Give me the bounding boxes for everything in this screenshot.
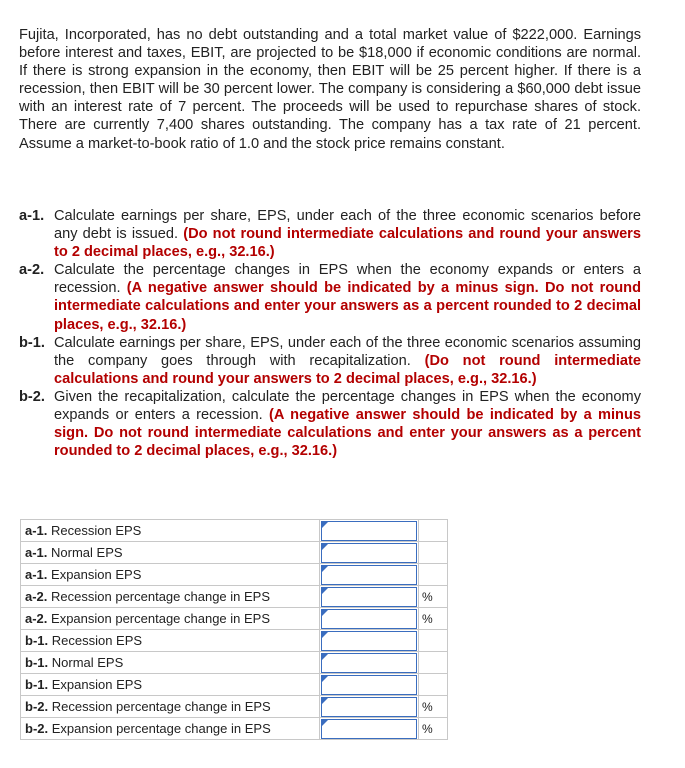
table-row xyxy=(21,542,448,564)
answer-input[interactable] xyxy=(321,543,417,563)
row-part: b-1. xyxy=(25,655,49,670)
question-text: Given the recapitalization, calculate the percentage changes in EPS when the economy expands or enters a recession. xyxy=(54,388,641,424)
answer-cell xyxy=(320,652,419,674)
row-description: Expansion EPS xyxy=(51,567,142,582)
table-row xyxy=(21,696,448,718)
unit-cell xyxy=(419,520,448,542)
row-part: a-1. xyxy=(25,567,48,582)
unit-cell xyxy=(419,652,448,674)
answer-cell xyxy=(320,696,419,718)
question-note: (Do not round intermediate calculations and round your answers to 2 decimal places, e.g., 32.16.) xyxy=(54,226,641,261)
answer-cell xyxy=(320,520,419,542)
row-label xyxy=(21,630,320,652)
row-description: Expansion percentage change in EPS xyxy=(51,611,271,626)
row-label xyxy=(21,718,320,740)
question-note: (Do not round intermediate calculations and round your answers to 2 decimal places, e.g., 32.16.) xyxy=(54,352,641,387)
row-description: Recession EPS xyxy=(51,523,142,538)
unit-cell xyxy=(419,674,448,696)
table-row xyxy=(21,586,448,608)
unit-cell: % xyxy=(419,696,448,718)
row-label xyxy=(21,542,320,564)
answer-input[interactable] xyxy=(321,719,417,739)
row-label xyxy=(21,674,320,696)
input-marker-icon xyxy=(322,720,328,726)
unit-cell: % xyxy=(419,586,448,608)
unit-cell: % xyxy=(419,718,448,740)
answer-cell xyxy=(320,718,419,740)
row-part: a-1. xyxy=(25,545,48,560)
question-b1 xyxy=(19,334,641,388)
input-marker-icon xyxy=(322,632,328,638)
table-row xyxy=(21,652,448,674)
question-a2 xyxy=(19,261,641,333)
row-part: b-1. xyxy=(25,633,49,648)
row-description: Normal EPS xyxy=(51,545,123,560)
question-text: Calculate earnings per share, EPS, under each of the three economic scenarios before any debt is issued. xyxy=(54,208,641,243)
answer-input[interactable] xyxy=(321,565,417,585)
answer-input[interactable] xyxy=(321,675,417,695)
table-row xyxy=(21,630,448,652)
question-list xyxy=(19,207,641,460)
question-label: b-2. xyxy=(19,388,45,405)
row-part: b-2. xyxy=(25,699,49,714)
table-row xyxy=(21,520,448,542)
input-marker-icon xyxy=(322,676,328,682)
answer-cell xyxy=(320,674,419,696)
answer-input[interactable] xyxy=(321,697,417,717)
row-part: a-1. xyxy=(25,523,48,538)
row-description: Expansion percentage change in EPS xyxy=(51,721,271,736)
question-text: Calculate earnings per share, EPS, under each of the three economic scenarios assuming the company goes through with recapitalization. xyxy=(54,334,641,369)
answer-input[interactable] xyxy=(321,521,417,541)
row-part: a-2. xyxy=(25,589,48,604)
answer-cell xyxy=(320,630,419,652)
question-label: a-2. xyxy=(19,262,45,279)
answer-cell xyxy=(320,586,419,608)
unit-cell xyxy=(419,630,448,652)
row-description: Normal EPS xyxy=(51,655,124,670)
row-label xyxy=(21,586,320,608)
answer-input[interactable] xyxy=(321,587,417,607)
unit-cell: % xyxy=(419,608,448,630)
question-label: b-1. xyxy=(19,334,45,351)
table-row xyxy=(21,674,448,696)
answer-input[interactable] xyxy=(321,631,417,651)
input-marker-icon xyxy=(322,654,328,660)
row-label xyxy=(21,696,320,718)
row-label xyxy=(21,608,320,630)
row-description: Recession EPS xyxy=(51,633,143,648)
input-marker-icon xyxy=(322,588,328,594)
unit-cell xyxy=(419,542,448,564)
row-description: Expansion EPS xyxy=(51,677,143,692)
row-label xyxy=(21,520,320,542)
input-marker-icon xyxy=(322,544,328,550)
answer-cell xyxy=(320,608,419,630)
row-part: a-2. xyxy=(25,611,48,626)
input-marker-icon xyxy=(322,566,328,572)
row-description: Recession percentage change in EPS xyxy=(51,699,271,714)
question-note: (A negative answer should be indicated by a minus sign. Do not round intermediate calculations and enter your answers as a percent rounded to 2 decimal places, e.g., 32.16.) xyxy=(54,407,641,460)
answer-cell xyxy=(320,564,419,586)
input-marker-icon xyxy=(322,610,328,616)
question-b2 xyxy=(19,388,641,460)
problem-statement: Fujita, Incorporated, has no debt outstanding and a total market value of $222,000. Earnings before interest and taxes, EBIT, are projected to be $18,000 if economic conditions are normal. If there is strong expansion in the economy, then EBIT will be 25 percent higher. If there is a recession, then EBIT will be 30 percent lower. The company is considering a $60,000 debt issue with an interest rate of 7 percent. The proceeds will be used to repurchase shares of stock. There are currently 7,400 shares outstanding. The company has a tax rate of 21 percent. Assume a market-to-book ratio of 1.0 and the stock price remains constant. xyxy=(19,27,641,152)
question-text: Calculate the percentage changes in EPS when the economy expands or enters a recession. xyxy=(54,262,641,297)
input-marker-icon xyxy=(322,522,328,528)
unit-cell xyxy=(419,564,448,586)
answer-input[interactable] xyxy=(321,653,417,673)
question-a1 xyxy=(19,207,641,261)
table-row xyxy=(21,718,448,740)
answer-cell xyxy=(320,542,419,564)
input-marker-icon xyxy=(322,698,328,704)
row-description: Recession percentage change in EPS xyxy=(51,589,271,604)
row-label xyxy=(21,564,320,586)
row-part: b-2. xyxy=(25,721,49,736)
answer-input[interactable] xyxy=(321,609,417,629)
question-label: a-1. xyxy=(19,208,45,224)
table-row xyxy=(21,608,448,630)
answer-table xyxy=(20,519,448,740)
row-part: b-1. xyxy=(25,677,49,692)
question-note: (A negative answer should be indicated by a minus sign. Do not round intermediate calculations and enter your answers as a percent rounded to 2 decimal places, e.g., 32.16.) xyxy=(54,280,642,333)
row-label xyxy=(21,652,320,674)
table-row xyxy=(21,564,448,586)
